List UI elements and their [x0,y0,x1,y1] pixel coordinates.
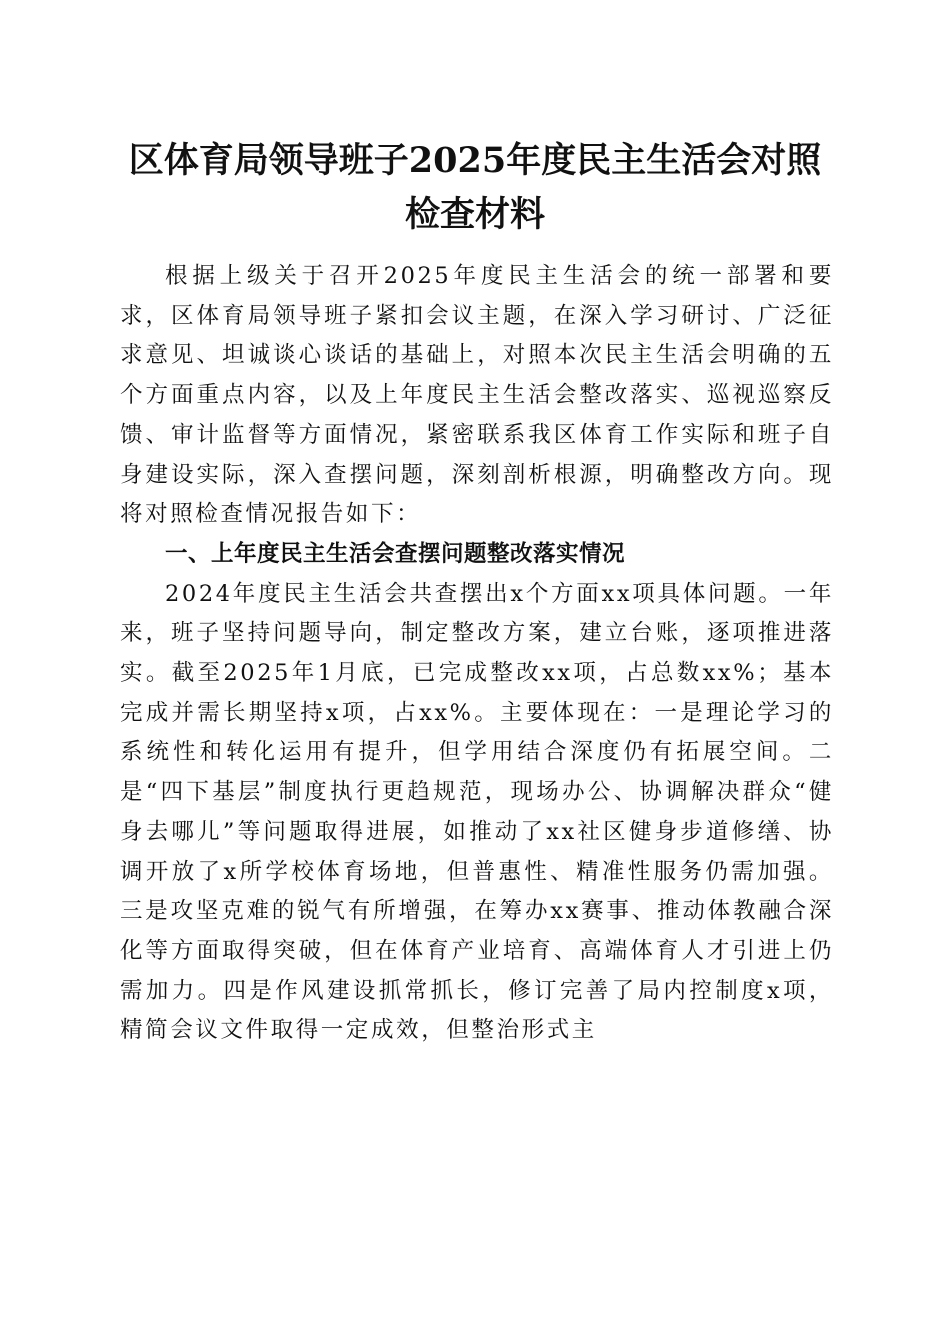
document-title [110,134,840,242]
title-line-1: 区体育局领导班子2025年度民主生活会对照 [128,140,822,181]
document-body [120,257,834,1051]
title-line-2: 检查材料 [404,194,545,235]
intro-paragraph: 根据上级关于召开2025年度民主生活会的统一部署和要求，区体育局领导班子紧扣会议主题，在深入学习研讨、广泛征求意见、坦诚谈心谈话的基础上，对照本次民主生活会明确的五个方面重点内容，以及上年度民主生活会整改落实、巡视巡察反馈、审计监督等方面情况，紧密联系我区体育工作实际和班子自身建设实际，深入查摆问题，深刻剖析根源，明确整改方向。现将对照检查情况报告如下： [120,263,834,528]
section-1-paragraph: 2024年度民主生活会共查摆出x个方面xx项具体问题。一年来，班子坚持问题导向，制定整改方案，建立台账，逐项推进落实。截至2025年1月底，已完成整改xx项，占总数xx%；基本完成并需长期坚持x项，占xx%。主要体现在：一是理论学习的系统性和转化运用有提升，但学用结合深度仍有拓展空间。二是“四下基层”制度执行更趋规范，现场办公、协调解决群众“健身去哪儿”等问题取得进展，如推动了xx社区健身步道修缮、协调开放了x所学校体育场地，但普惠性、精准性服务仍需加强。三是攻坚克难的锐气有所增强，在筹办xx赛事、推动体教融合深化等方面取得突破，但在体育产业培育、高端体育人才引进上仍需加力。四是作风建设抓常抓长，修订完善了局内控制度x项，精简会议文件取得一定成效，但整治形式主 [120,580,834,1044]
section-1-heading: 一、上年度民主生活会查摆问题整改落实情况 [165,540,626,567]
